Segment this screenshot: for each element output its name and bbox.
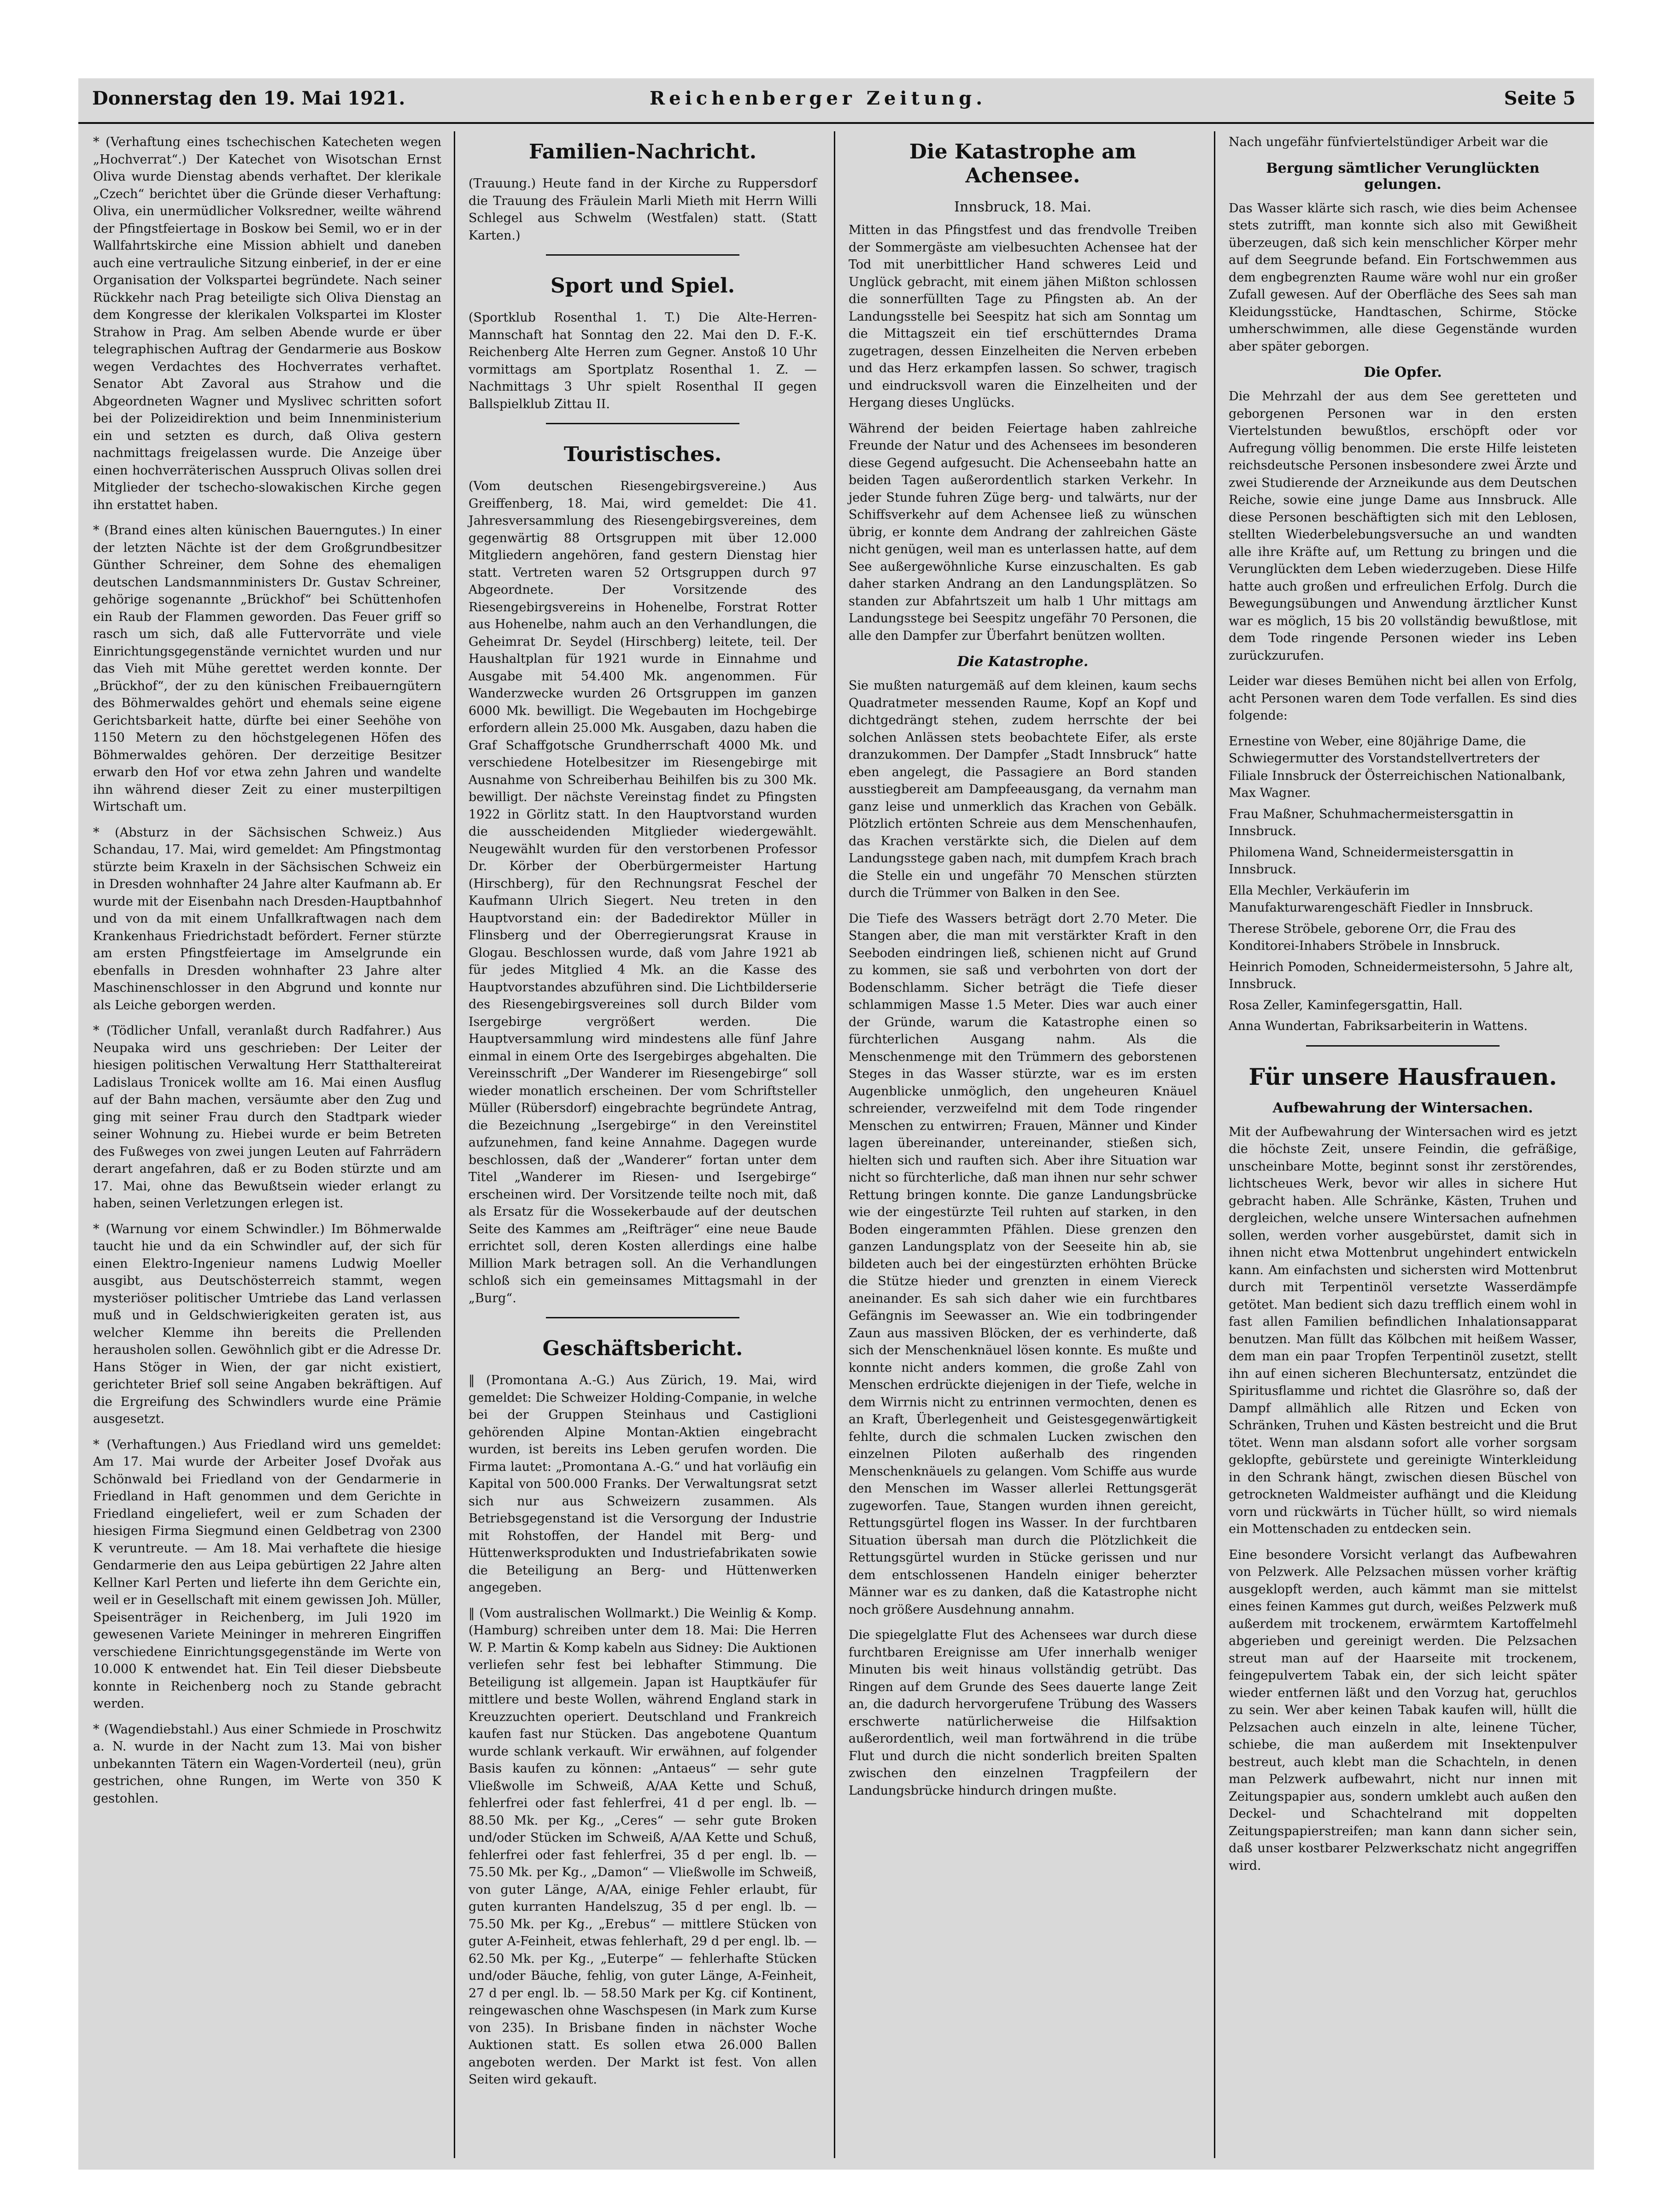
subheading-winter-storage: Aufbewahrung der Wintersachen.: [1272, 1100, 1533, 1116]
dateline: Innsbruck, 18. Mai.: [954, 199, 1091, 215]
article-cyclist-accident: * (Tödlicher Unfall, veranlaßt durch Radfahrer.) Aus Neupaka wird uns geschrieben: Der Leiter der hiesigen politischen Verwaltung Herr Statthaltereirat Ladislaus Tronicek wollte am 16. Mai einen Ausflug auf der Bahn machen, versäumte aber den Zug und ging mit seiner Frau durch den Stadtpark wieder seiner Wohnung zu. Hiebei wurde er beim Betreten des Fußweges von zwei jungen Leuten auf Fahrrädern derart angefahren, daß er zu Boden stürzte und am 17. Mai, ohne das Bewußtsein wieder erlangt zu haben, seinen Verletzungen erlegen ist.: [93, 1024, 441, 1211]
victim-entry: Frau Maßner, Schuhmachermeistersgattin in Innsbruck.: [1229, 807, 1514, 838]
family-notice: (Trauung.) Heute fand in der Kirche zu Ruppersdorf die Trauung des Fräulein Marli Mieth mit Herrn Willi Schlegel aus Schwelm (Westfalen) statt. (Statt Karten.): [469, 176, 817, 243]
section-title-tourism: Touristisches.: [563, 443, 722, 466]
subheading-catastrophe: Die Katastrophe.: [957, 654, 1089, 670]
victims-list: [1229, 733, 1577, 1035]
divider: [546, 1317, 739, 1318]
victims-text: Die Mehrzahl der aus dem See geretteten und geborgenen Personen war in den ersten Viertelstunden bewußtlos, erschöpft oder vor Aufregung völlig benommen. Die erste Hilfe leisteten reichsdeutsche Personen insbesondere zwei Ärzte und zwei Studierende der Arzneikunde aus dem Deutschen Reiche, sowie eine junge Dame aus Innsbruck. Alle diese Personen beschäftigten sich mit den Leblosen, stellten Wiederbelebungsversuche an und wandten alle ihre Kräfte auf, um Rettung zu bringen und die Verunglückten dem Leben wiederzugeben. Diese Hilfe hatte auch großen und erfreulichen Erfolg. Durch die Bewegungsübungen und Anwendung ärztlicher Kunst war es möglich, 15 bis 20 vollständig bewußtlose, mit dem Tode ringende Personen wieder ins Leben zurückzurufen.: [1229, 389, 1577, 663]
victim-entry: Ella Mechler, Verkäuferin im Manufakturwarengeschäft Fiedler in Innsbruck.: [1229, 883, 1534, 915]
recovery-text: Das Wasser klärte sich rasch, wie dies beim Achensee stets zutrifft, man konnte sich also mit Gewißheit überzeugen, daß sich kein menschlicher Körper mehr auf dem Seegrunde befand. Ein Fortschwemmen aus dem engbegrenzten Raume wäre wohl nur ein großer Zufall gewesen. Auf der Oberfläche des Sees sah man Kleidungsstücke, Handtaschen, Schirme, Stöcke umherschwimmen, alle diese Gegenstände wurden aber später geborgen.: [1229, 201, 1577, 354]
victim-entry: Anna Wundertan, Fabriksarbeiterin in Wattens.: [1229, 1019, 1528, 1033]
victims-intro: Leider war dieses Bemühen nicht bei allen von Erfolg, acht Personen waren dem Tode verfallen. Es sind dies folgende:: [1229, 674, 1577, 723]
section-title-family: Familien-Nachricht.: [528, 140, 757, 164]
page-header: [78, 78, 1594, 124]
section-title-business: Geschäftsbericht.: [542, 1337, 743, 1360]
subheading-recovery: Bergung sämtlicher Verunglückten gelungen.: [1266, 160, 1540, 193]
catastrophe-collapse: Sie mußten naturgemäß auf dem kleinen, kaum sechs Quadratmeter messenden Raume, Kopf an Kopf und dichtgedrängt stehen, zudem herrschte der bei solchen Anlässen stets beobachtete Eifer, als erste dranzukommen. Der Dampfer „Stadt Innsbruck“ hatte eben angelegt, die Passagiere an Bord standen ausstiegbereit am Dampfeeausgang, da vernahm man ganz leise und unmerklich das Krachen von Gebälk. Plötzlich ertönten Schreie aus dem Menschenhaufen, das Krachen verstärkte sich, die Dielen auf dem Landungsstege gaben nach, mit dumpfem Krach brach die Stelle ein und ungefähr 70 Menschen stürzten durch die Trümmer von Balken in den See.: [849, 679, 1197, 900]
sport-notice: (Sportklub Rosenthal 1. T.) Die Alte-Herren-Mannschaft hat Sonntag den 22. Mai den D. F.-K. Reichenberg Alte Herren zum Gegner. Anstoß 10 Uhr vormittags am Sportplatz Rosenthal 1. Z. — Nachmittags 3 Uhr spielt Rosenthal II gegen Ballspielklub Zittau II.: [469, 310, 817, 411]
subheading-victims: Die Opfer.: [1364, 364, 1442, 380]
business-wool-market: ‖ (Vom australischen Wollmarkt.) Die Weinlig & Komp. (Hamburg) schreiben unter dem 18. Mai: Die Herren W. P. Martin & Komp kabeln aus Sidney: Die Auktionen verliefen sehr fest bei lebhafter Stimmung. Die Beteiligung ist allgemein. Japan ist Hauptkäufer für mittlere und beste Wollen, während England stark in Kreuzzuchten operiert. Deutschland und Frankreich kaufen fast nur Stücken. Das angebotene Quantum wurde schlank verkauft. Wir erwähnen, auf folgender Basis kaufen zu können: „Antaeus“ — sehr gute Vließwolle im Schweiß, A/AA Kette und Schuß, fehlerfrei oder fast fehlerfrei, 41 d per engl. lb. — 88.50 Mk. per Kg., „Ceres“ — sehr gute Broken und/oder Stücken im Schweiß, A/AA Kette und Schuß, fehlerfrei oder fast fehlerfrei, 35 d per engl. lb. — 75.50 Mk. per Kg., „Damon“ — Vließwolle im Schweiß, von guter Länge, A/AA, einige Fehler erlaubt, für guten kurranten Handelszug, 35 d per engl. lb. — 75.50 Mk. per Kg., „Erebus“ — mittlere Stücken von guter A-Feinheit, etwas fehlerhaft, 29 d per engl. lb. — 62.50 Mk. per Kg., „Euterpe“ — fehlerhafte Stücken und/oder Bäuche, fehlig, von guter Länge, A-Feinheit, 27 d per engl. lb. — 58.50 Mark per Kg. cif Kontinent, reingewaschen ohne Waschspesen (in Mark zum Kurse von 235). In Brisbane finden in nächster Woche Auktionen statt. Es sollen etwa 26.000 Ballen angeboten werden. Der Markt ist fest. Von allen Seiten wird gekauft.: [469, 1606, 817, 2087]
victim-entry: Rosa Zeller, Kaminfegersgattin, Hall.: [1229, 998, 1463, 1012]
column-4: [1223, 134, 1582, 2151]
article-saxon-switzerland-fall: * (Absturz in der Sächsischen Schweiz.) Aus Schandau, 17. Mai, wird gemeldet: Am Pfingstmontag stürzte beim Kraxeln in der Sächsischen Schweiz ein in Dresden wohnhafter 24 Jahre alter Kaufmann ab. Er wurde mit der Eisenbahn nach Dresden-Hauptbahnhof und von da mit einem Unfallkraftwagen nach dem Krankenhaus Friedrichstadt befördert. Ferner stürzte am ersten Pfingstfeiertage im Amselgrunde ein ebenfalls in Dresden wohnhafter 23 Jahre alter Maschinenschlosser in den Abgrund und konnte nur als Leiche geborgen werden.: [93, 825, 441, 1012]
divider: [1306, 1045, 1500, 1047]
column-rule: [454, 131, 455, 2158]
article-arrests: * (Verhaftungen.) Aus Friedland wird uns gemeldet: Am 17. Mai wurde der Arbeiter Josef Dvořak aus Schönwald bei Friedland von der Gendarmerie in Friedland in Haft genommen und dem Gerichte in Friedland eingeliefert, weil er zum Schaden der hiesigen Firma Siegmund einen Geldbetrag von 2300 K veruntreute. — Am 18. Mai verhaftete die hiesige Gendarmerie den aus Leipa gebürtigen 22 Jahre alten Kellner Karl Perten und lieferte ihn dem Gerichte ein, weil er in Gesellschaft mit einem gewissen Joh. Müller, Speisenträger in Reichenberg, im Juli 1920 im gewesenen Variete Meininger in mehreren Eingriffen verschiedene Einrichtungsgegenstände im Werte von 10.000 K entwendet hat. Ein Teil dieser Diebsbeute konnte in Reichenberg noch zu Stande gebracht werden.: [93, 1437, 441, 1711]
housewives-furs: Eine besondere Vorsicht verlangt das Aufbewahren von Pelzwerk. Alle Pelzsachen müssen vorher kräftig ausgeklopft werden, auch kämmt man sie mittelst eines feinen Kammes gut durch, weißes Pelzwerk muß außerdem mit trockenem, erwärmtem Kartoffelmehl abgerieben und gereinigt werden. Die Pelzsachen streut man auf der Haarseite mit trockenem, feingepulvertem Tabak ein, der sich leicht später wieder entfernen läßt und den Vorzug hat, geruchlos zu sein. Wer aber keinen Tabak kaufen will, hüllt die Pelzsachen auch einzeln in alte, leinene Tücher, schiebe, die man außerdem mit Insektenpulver bestreut, auch klebt man die Schachteln, in denen man Pelzwerk aufbewahrt, nicht nur innen mit Zeitungspapier aus, sondern umklebt auch außen den Deckel- und Schachtelrand mit doppelten Zeitungspapierstreifen; man kann dann sicher sein, daß unser kostbarer Pelzwerkschatz nicht angegriffen wird.: [1229, 1547, 1577, 1873]
catastrophe-intro: Mitten in das Pfingstfest und das frendvolle Treiben der Sommergäste am vielbesuchten Achensee hat der Tod mit unerbittlicher Hand schweres Leid und Unglück gebracht, mit einem jähen Mißton schlossen die sonnerfüllten Tage zu Pfingsten ab. An der Landungsstelle bei Seespitz hat sich am Sonntag um die Mittagszeit ein tief erschütterndes Drama zugetragen, dessen Einzelheiten die Nerven erbeben und das Herz erkampfen lassen. So schwer, tragisch und eindrucksvoll waren die Einzelheiten und der Hergang dieses Unglücks.: [849, 223, 1197, 410]
header-date: Donnerstag den 19. Mai 1921.: [92, 88, 405, 109]
column-rule: [834, 131, 835, 2158]
article-wagon-theft: * (Wagendiebstahl.) Aus einer Schmiede in Proschwitz a. N. wurde in der Nacht zum 13. Mai von bisher unbekannten Tätern ein Wagen-Vorderteil (neu), grün gestrichen, ohne Rungen, im Werte von 350 K gestohlen.: [93, 1722, 441, 1806]
victim-entry: Philomena Wand, Schneidermeistersgattin in Innsbruck.: [1229, 845, 1514, 877]
column-1: [88, 134, 447, 2151]
victim-entry: Therese Ströbele, geborene Orr, die Frau des Konditorei-Inhabers Ströbele in Innsbruck.: [1229, 921, 1516, 953]
recovery-intro: Nach ungefähr fünfviertelstündiger Arbeit war die: [1229, 135, 1548, 149]
catastrophe-traffic: Während der beiden Feiertage haben zahlreiche Freunde der Natur und des Achensees im besonderen diese Gegend aufgesucht. Die Achenseebahn hatte an beiden Tagen außerordentlich starken Verkehr. In jeder Stunde fuhren Züge berg- und talwärts, nur der Schiffsverkehr auf dem Achensee ließ zu wünschen übrig, er konnte dem Andrang der zahlreichen Gäste nicht genügen, weil man es unterlassen hatte, auf dem See außergewöhnliche Kurse einzuschalten. Es gab daher starken Andrang an den Landungsplätzen. So standen zur Abfahrtszeit um halb 1 Uhr mittags am Landungsstege bei Seespitz ungefähr 70 Personen, die alle den Dampfer zur Überfahrt benützen wollten.: [849, 421, 1197, 643]
article-swindler-warning: * (Warnung vor einem Schwindler.) Im Böhmerwalde taucht hie und da ein Schwindler auf, der sich für einen Elektro-Ingenieur namens Ludwig Moeller ausgibt, aus Deutschösterreich stammt, wegen mysteriöser politischer Umtriebe das Land verlassen muß und in Geldschwierigkeiten geraten ist, aus welcher Klemme ihn bereits die Prellenden herausholen sollen. Gewöhnlich gibt er die Adresse Dr. Hans Stöger in Wien, der gar nicht existiert, gerichteter Brief soll seine Angaben bekräftigen. Auf die Ergreifung des Schwindlers wurde eine Prämie ausgesetzt.: [93, 1222, 441, 1426]
section-title-sport: Sport und Spiel.: [550, 274, 735, 298]
section-title-catastrophe: Die Katastrophe am Achensee.: [909, 140, 1137, 187]
column-3: [843, 134, 1202, 2151]
victim-entry: Ernestine von Weber, eine 80jährige Dame, die Schwiegermutter des Vorstandstellvertreters der Filiale Innsbruck der Österreichischen Nationalbank, Max Wagner.: [1229, 734, 1566, 800]
column-2: [463, 134, 822, 2151]
tourism-article: (Vom deutschen Riesengebirgsvereine.) Aus Greiffenberg, 18. Mai, wird gemeldet: Die 41. Jahresversammlung des Riesengebirgsvereines, dem gegenwärtig 88 Ortsgruppen mit über 12.000 Mitgliedern angehören, fand gestern Dienstag hier statt. Vertreten waren 52 Ortsgruppen durch 97 Abgeordnete. Der Vorsitzende des Riesengebirgsvereins in Hohenelbe, Forstrat Rotter aus Hohenelbe, nahm auch an den Verhandlungen, die Geheimrat Dr. Seydel (Hirschberg) leitete, teil. Der Haushaltplan für 1921 wurde in Einnahme und Ausgabe mit 54.400 Mk. angenommen. Für Wanderzwecke wurden 26 Ortsgruppen im ganzen 6000 Mk. bewilligt. Die Wegebauten im Hochgebirge erfordern allein 25.000 Mk. Ausgaben, dazu haben die Graf Schaffgotsche Grundherrschaft 4000 Mk. und verschiedene Hotelbesitzer im Riesengebirge mit Ausnahme von Schreiberhau Beihilfen bis zu 300 Mk. bewilligt. Der nächste Vereinstag findet zu Pfingsten 1922 in Görlitz statt. In den Hauptvorstand wurden die ausscheidenden Mitglieder wiedergewählt. Neugewählt wurden für den verstorbenen Professor Dr. Körber der Oberbürgermeister Hartung (Hirschberg), für den Rechnungsrat Feschel der Kaufmann Ulrich Siegert. Neu treten in den Hauptvorstand ein: der Badedirektor Müller in Flinsberg und der Oberregierungsrat Krause in Glogau. Beschlossen wurde, daß vom Jahre 1921 ab für jedes Mitglied 4 Mk. an die Kasse des Hauptvorstandes abzuführen sind. Die Lichtbilderserie des Riesengebirgsvereines soll durch Bilder vom Isergebirge vergrößert werden. Die Hauptversammlung wird mindestens alle fünf Jahre einmal in einem Orte des Isergebirges abgehalten. Die Vereinsschrift „Der Wanderer im Riesengebirge“ soll wieder monatlich erscheinen. Der vom Schriftsteller Müller (Rübersdorf) eingebrachte begründete Antrag, die Bezeichnung „Isergebirge“ in den Vereinstitel aufzunehmen, fand keine Annahme. Dagegen wurde beschlossen, daß der „Wanderer“ fortan unter dem Titel „Wanderer im Riesen- und Isergebirge“ erscheinen wird. Der Vorsitzende teilte noch mit, daß als Ersatz für die Wossekerbaude auf der deutschen Seite des Kammes am „Reifträger“ eine neue Baude errichtet soll, deren Kosten allerdings eine halbe Million Mark betragen soll. An die Verhandlungen schloß sich ein gemeinsames Mittagsmahl in der „Burg“.: [469, 479, 817, 1305]
article-arrest-catechist: * (Verhaftung eines tschechischen Katecheten wegen „Hochverrat“.) Der Katechet von Wisotschan Ernst Oliva wurde Dienstag abends verhaftet. Der klerikale „Czech“ berichtet über die Gründe dieser Verhaftung: Oliva, ein unermüdlicher Volksredner, weilte während der Pfingstfeiertage in Boskow bei Semil, wo er in der Wallfahrtskirche eine Mission abhielt und daneben auch eine vertrauliche Sitzung einberief, in der er eine Organisation der Volkspartei begründete. Nach seiner Rückkehr nach Prag beteiligte sich Oliva Dienstag an dem Kongresse der klerikalen Volkspartei im Kloster Strahow in Prag. Am selben Abende wurde er über telegraphischen Auftrag der Gendarmerie aus Boskow wegen Verdachtes des Hochverrates verhaftet. Senator Abt Zavoral aus Strahow und die Abgeordneten Wagner und Myslivec schritten sofort bei der Polizeidirektion und beim Innenministerium ein und setzten es durch, daß Oliva gestern nachmittags freigelassen wurde. Die Anzeige über einen hochverräterischen Ausspruch Olivas sollen drei Mitglieder der tschecho-slowakischen Kirche gegen ihn erstattet haben.: [93, 135, 441, 512]
business-promontana: ‖ (Promontana A.-G.) Aus Zürich, 19. Mai, wird gemeldet: Die Schweizer Holding-Companie, in welche bei der Gruppen Steinhaus und Castiglioni gehörenden Alpine Montan-Aktien eingebracht wurden, ist bereits ins Leben gerufen worden. Die Firma lautet: „Promontana A.-G.“ und hat vorläufig ein Kapital von 500.000 Franks. Der Verwaltungsrat setzt sich nur aus Schweizern zusammen. Als Betriebsgegenstand ist die Versorgung der Industrie mit Rohstoffen, der Handel mit Berg- und Hüttenwerksprodukten und Industriefabrikaten sowie die Beteiligung an Berg- und Hüttenwerken angegeben.: [469, 1373, 817, 1595]
catastrophe-water: Die spiegelglatte Flut des Achensees war durch diese furchtbaren Ereignisse am Ufer innerhalb weniger Minuten bis weit hinaus vollständig getrübt. Das Ringen auf dem Grunde des Sees dauerte lange Zeit an, die dadurch hervorgerufene Trübung des Wassers erschwerte natürlicherweise die Hilfsaktion außerordentlich, weil man fortwährend in die trübe Flut und durch die nicht sonderlich breiten Spalten zwischen den einzelnen Tragpfeilern der Landungsbrücke hindurch dringen mußte.: [849, 1628, 1197, 1798]
housewives-moths: Mit der Aufbewahrung der Wintersachen wird es jetzt die höchste Zeit, unsere Feindin, die gefräßige, unscheinbare Motte, beginnt sonst ihr zerstörendes, lichtscheues Werk, bevor wir alles in sichere Hut gebracht haben. Alle Schränke, Kästen, Truhen und dergleichen, welche unsere Wintersachen aufnehmen sollen, werden vorher ausgebürstet, damit sich in ihnen nicht etwa Mottenbrut ungehindert entwickeln kann. Am einfachsten und sichersten wird Mottenbrut durch mit Terpentinöl versetzte Wasserdämpfe getötet. Man bedient sich dazu trefflich einem wohl in fast allen Familien befindlichen Inhalationsapparat benutzen. Man füllt das Kölbchen mit heißem Wasser, dem man ein paar Tropfen Terpentinöl zusetzt, stellt ihn auf einen sicheren Blechuntersatz, entzündet die Spiritusflamme und richtet die Glasröhre so, daß der Dampf allmählich alle Ritzen und Ecken von Schränken, Truhen und Kästen bestreicht und die Brut tötet. Wenn man alsdann sofort alle vorher sorgsam geklopfte, gebürstete und gereinigte Winterkleidung in den Schrank hängt, zwischen diesen Büschel von getrockneten Waldmeister aufhängt und die Kleidung vorn und rückwärts in Tücher hüllt, so wird niemals ein Mottenschaden zu entdecken sein.: [1229, 1124, 1577, 1536]
header-paper-name: Reichenberger Zeitung.: [650, 88, 987, 109]
newspaper-page: [78, 78, 1594, 2170]
section-title-housewives: Für unsere Hausfrauen.: [1248, 1063, 1557, 1090]
column-rule: [1214, 131, 1215, 2158]
victim-entry: Heinrich Pomoden, Schneidermeistersohn, 5 Jahre alt, Innsbruck.: [1229, 960, 1573, 991]
article-farm-fire: * (Brand eines alten künischen Bauerngutes.) In einer der letzten Nächte ist der dem Großgrundbesitzer Günther Schreiner, dem Sohne des ehemaligen deutschen Landsmannministers Dr. Gustav Schreiner, gehörige sogenannte „Brückhof“ bei Schüttenhofen ein Raub der Flammen geworden. Das Feuer griff so rasch um sich, daß alle Futtervorräte und viele Einrichtungsgegenstände vernichtet wurden und nur das Vieh mit Mühe gerettet werden konnte. Der „Brückhof“, der zu den künischen Freibauerngütern des Böhmerwaldes gehört und ehemals seine eigene Gerichtsbarkeit hatte, dürfte bei einer Seehöhe von 1150 Metern zu den höchstgelegenen Höfen des Böhmerwaldes gehören. Der derzeitige Besitzer erwarb den Hof vor etwa zehn Jahren und wandelte ihn während dieser Zeit zu einer musterpiltigen Wirtschaft um.: [93, 523, 441, 814]
header-page-number: Seite 5: [1504, 88, 1576, 109]
catastrophe-depth: Die Tiefe des Wassers beträgt dort 2.70 Meter. Die Stangen aber, die man mit verstärkter Kraft in den Seeboden eindringen ließ, schienen nicht auf Grund zu kommen, sie saß und verbohrten von dort der Bodenschlamm. Sicher beträgt die Tiefe dieser schlammigen Masse 1.5 Meter. Dies war auch einer der Gründe, warum die Katastrophe einen so fürchterlichen Ausgang nahm. Als die Menschenmenge mit den Trümmern des geborstenen Steges in das Wasser stürzte, war es im ersten Augenblicke unmöglich, den ungeheuren Knäuel schreiender, verzweifelnd mit dem Tode ringender Menschen zu entwirren; Frauen, Männer und Kinder lagen übereinander, untereinander, stießen sich, hielten sich und rauften sich. Aber ihre Situation war nicht so fürchterliche, daß man ihnen nur sehr schwer Rettung bringen konnte. Die ganze Landungsbrücke wie der eingestürzte Teil ruhten auf starken, in den Boden eingerammten Pfählen. Diese grenzen den ganzen Landungsplatz von der Seeseite hin ab, sie bildeten auch bei der eingestürzten erhöhten Brücke die Stütze hieder und grenzten in einem Viereck aneinander. Es sah sich daher wie ein furchtbares Gefängnis im Seewasser an. Wie ein todbringender Zaun aus massiven Blöcken, der es verhinderte, daß sich der Menschenknäuel lösen konnte. Es mußte und konnte nicht anders kommen, die große Zahl von Menschen erdrückte diejenigen in der Tiefe, welche in dem Wirrnis nicht zu entrinnen vermochten, denen es an Kraft, Überlegenheit und Geistesgegenwärtigkeit fehlte, durch die schmalen Lucken zwischen den einzelnen Piloten außerhalb des ringenden Menschenknäuels zu gelangen. Vom Schiffe aus wurde den Menschen im Wasser allerlei Rettungsgerät zugeworfen. Taue, Stangen wurden ihnen gereicht, Rettungsgürtel flogen ins Wasser. In der furchtbaren Situation übersah man durch die Plötzlichkeit die Rettungsgürtel wurden in Stücke gerissen und nur dem entschlossenen Handeln einiger beherzter Männer war es zu danken, daß die Katastrophe nicht noch größere Ausdehnung annahm.: [849, 911, 1197, 1617]
divider: [546, 254, 739, 256]
divider: [546, 423, 739, 424]
